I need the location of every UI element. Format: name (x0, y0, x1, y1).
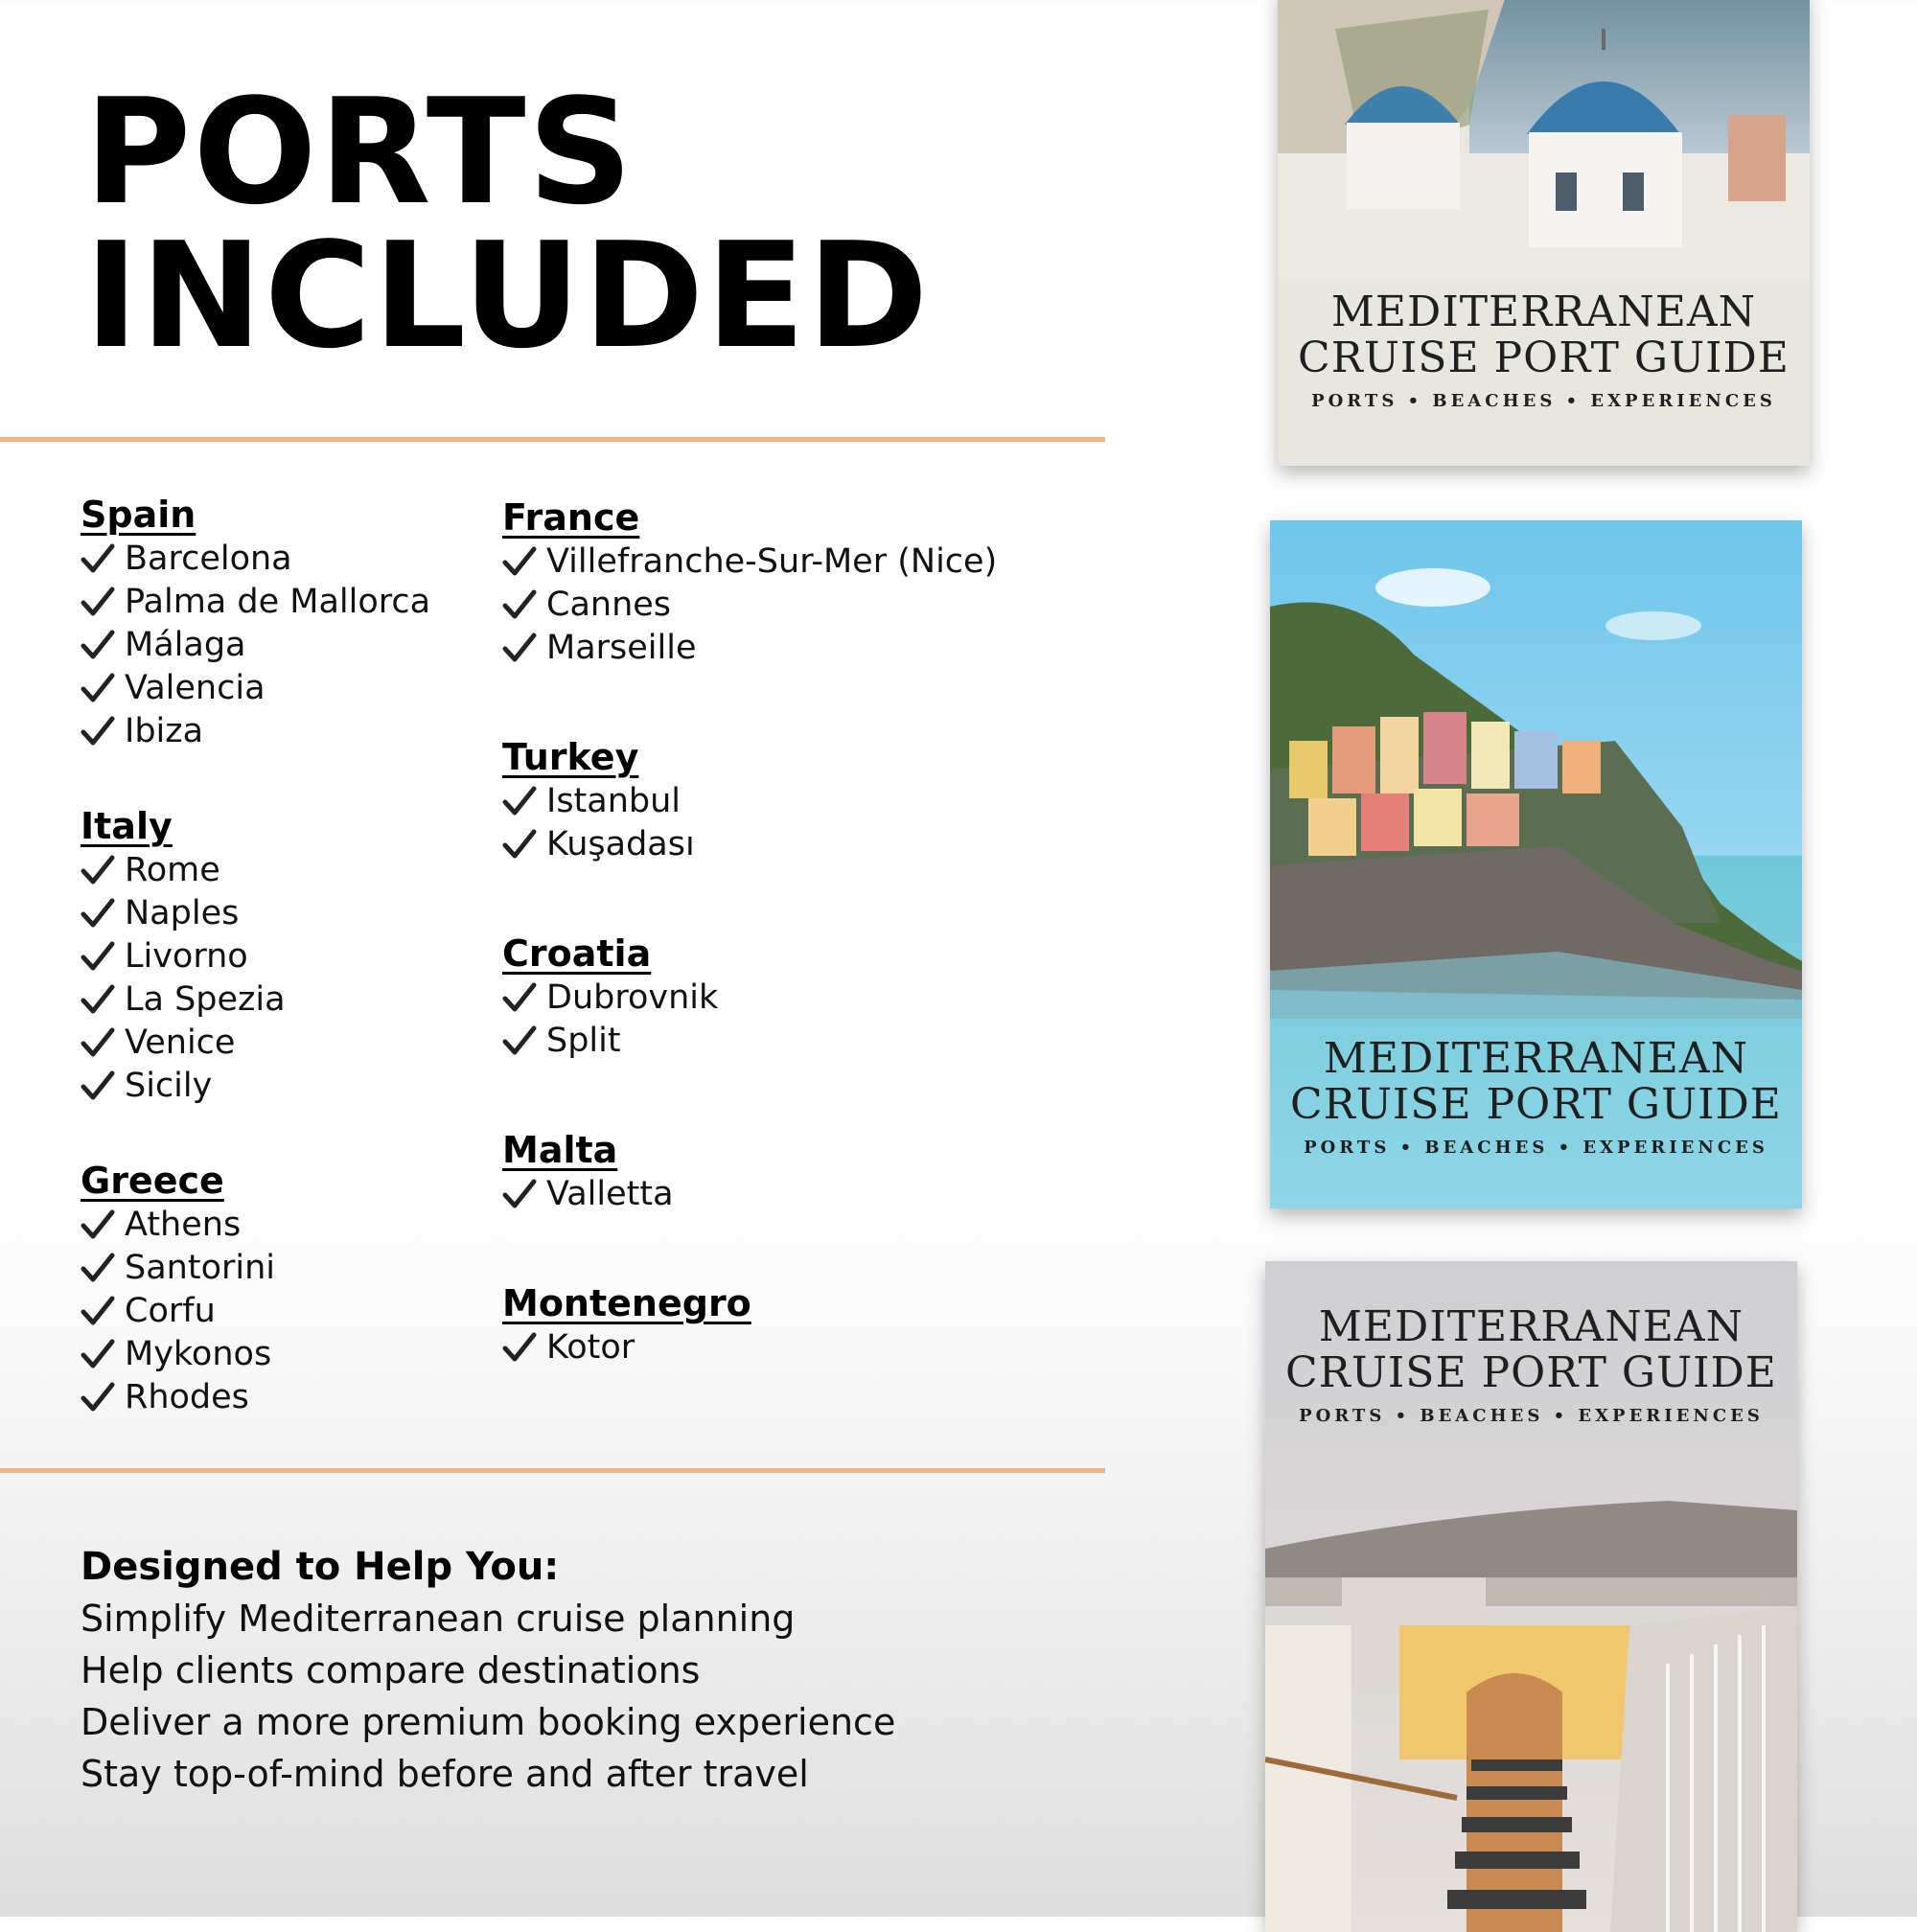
port-name: Barcelona (125, 539, 292, 578)
port-name: Livorno (125, 936, 248, 976)
port-name: Sicily (125, 1066, 213, 1105)
port-item (81, 1203, 430, 1246)
port-name: Dubrovnik (546, 978, 719, 1017)
country-heading: Greece (81, 1160, 224, 1202)
title-line-1: PORTS (84, 67, 635, 237)
benefits-section (81, 1541, 895, 1800)
check-icon (81, 1208, 115, 1242)
cover-subtitle: PORTS • BEACHES • EXPERIENCES (1304, 1138, 1768, 1158)
benefit-item: Deliver a more premium booking experience (81, 1701, 896, 1743)
check-icon (81, 541, 115, 576)
country-heading: Montenegro (502, 1282, 751, 1324)
cover-title-block (1265, 1304, 1797, 1426)
cover-title-block (1278, 289, 1810, 411)
port-item (81, 666, 430, 709)
check-icon (81, 1294, 115, 1328)
benefit-item: Simplify Mediterranean cruise planning (81, 1598, 796, 1640)
check-icon (502, 544, 537, 579)
country-heading: France (502, 496, 640, 539)
port-name: Kuşadası (546, 824, 695, 863)
port-item (81, 1246, 430, 1289)
port-name: Palma de Mallorca (125, 582, 431, 621)
check-icon (81, 628, 115, 662)
check-icon (502, 1024, 537, 1058)
port-item (81, 848, 430, 891)
country-group-malta (502, 1129, 997, 1215)
divider-bottom (0, 1468, 1105, 1473)
port-name: Málaga (125, 625, 246, 664)
port-item (502, 540, 997, 583)
country-group-croatia (502, 932, 997, 1062)
check-icon (502, 784, 537, 818)
port-name: Valencia (125, 668, 266, 707)
check-icon (502, 1177, 537, 1211)
port-item (81, 891, 430, 934)
country-heading: Malta (502, 1129, 618, 1171)
port-item (81, 623, 430, 666)
check-icon (81, 714, 115, 748)
benefits-title: Designed to Help You: (81, 1545, 560, 1589)
country-group-italy (81, 805, 430, 1107)
country-group-turkey (502, 736, 997, 865)
country-group-france (502, 496, 997, 669)
port-name: Athens (125, 1205, 242, 1244)
country-group-greece (81, 1160, 430, 1418)
port-item (502, 626, 997, 669)
book-cover-cinque-terre (1270, 520, 1802, 1208)
port-name: Santorini (125, 1248, 276, 1287)
port-item (81, 1289, 430, 1332)
cover-title-line-2: CRUISE PORT GUIDE (1290, 1080, 1782, 1129)
country-group-spain (81, 494, 430, 752)
cover-title-line-2: CRUISE PORT GUIDE (1285, 1348, 1777, 1397)
port-item (81, 580, 430, 623)
port-item (81, 1064, 430, 1107)
port-item (502, 822, 997, 865)
book-cover-santorini (1278, 0, 1810, 466)
check-icon (502, 827, 537, 862)
port-item (81, 709, 430, 752)
port-item (81, 1021, 430, 1064)
cover-title-block (1270, 1036, 1802, 1158)
cover-title-line-1: MEDITERRANEAN (1318, 1302, 1744, 1351)
port-item (81, 1375, 430, 1418)
port-item (81, 1332, 430, 1375)
country-heading: Turkey (502, 736, 639, 778)
cover-subtitle: PORTS • BEACHES • EXPERIENCES (1311, 391, 1776, 411)
port-item (502, 976, 997, 1019)
check-icon (81, 1251, 115, 1285)
port-name: Cannes (546, 585, 672, 624)
check-icon (502, 980, 537, 1015)
cover-title-line-1: MEDITERRANEAN (1330, 288, 1757, 336)
check-icon (502, 587, 537, 622)
country-heading: Italy (81, 805, 173, 847)
port-name: Naples (125, 893, 240, 932)
cover-subtitle: PORTS • BEACHES • EXPERIENCES (1299, 1406, 1764, 1426)
port-name: Split (546, 1021, 621, 1060)
cover-title-line-1: MEDITERRANEAN (1323, 1034, 1749, 1083)
port-name: Rhodes (125, 1377, 249, 1416)
ports-column-1 (81, 494, 430, 1418)
book-cover-stairway (1265, 1261, 1797, 1932)
cover-title-line-2: CRUISE PORT GUIDE (1298, 334, 1790, 382)
port-name: Villefranche-Sur-Mer (Nice) (546, 541, 998, 581)
port-item (502, 1019, 997, 1062)
port-item (502, 1325, 997, 1368)
port-name: Kotor (546, 1327, 635, 1367)
page-title (84, 67, 931, 380)
port-name: Ibiza (125, 711, 204, 750)
port-item (502, 779, 997, 822)
port-item (502, 1172, 997, 1215)
port-item (81, 978, 430, 1021)
benefit-item: Help clients compare destinations (81, 1649, 701, 1691)
title-line-2: INCLUDED (84, 211, 931, 380)
check-icon (502, 1330, 537, 1365)
port-name: Istanbul (546, 781, 681, 820)
check-icon (81, 671, 115, 705)
check-icon (81, 853, 115, 887)
port-name: Mykonos (125, 1334, 272, 1373)
divider-top (0, 437, 1105, 442)
country-heading: Spain (81, 494, 196, 536)
port-name: Rome (125, 850, 220, 889)
port-item (81, 934, 430, 978)
country-heading: Croatia (502, 932, 652, 975)
benefit-item: Stay top-of-mind before and after travel (81, 1753, 809, 1795)
check-icon (81, 1025, 115, 1060)
port-name: Valletta (546, 1174, 674, 1213)
port-item (81, 537, 430, 580)
ports-column-2 (502, 496, 997, 1368)
check-icon (81, 1337, 115, 1371)
check-icon (81, 982, 115, 1017)
check-icon (502, 631, 537, 665)
check-icon (81, 1380, 115, 1414)
port-name: Marseille (546, 628, 697, 667)
port-name: Corfu (125, 1291, 216, 1330)
port-item (502, 583, 997, 626)
check-icon (81, 585, 115, 619)
check-icon (81, 939, 115, 974)
check-icon (81, 896, 115, 931)
check-icon (81, 1069, 115, 1103)
port-name: Venice (125, 1023, 236, 1062)
country-group-montenegro (502, 1282, 997, 1368)
port-name: La Spezia (125, 979, 286, 1019)
